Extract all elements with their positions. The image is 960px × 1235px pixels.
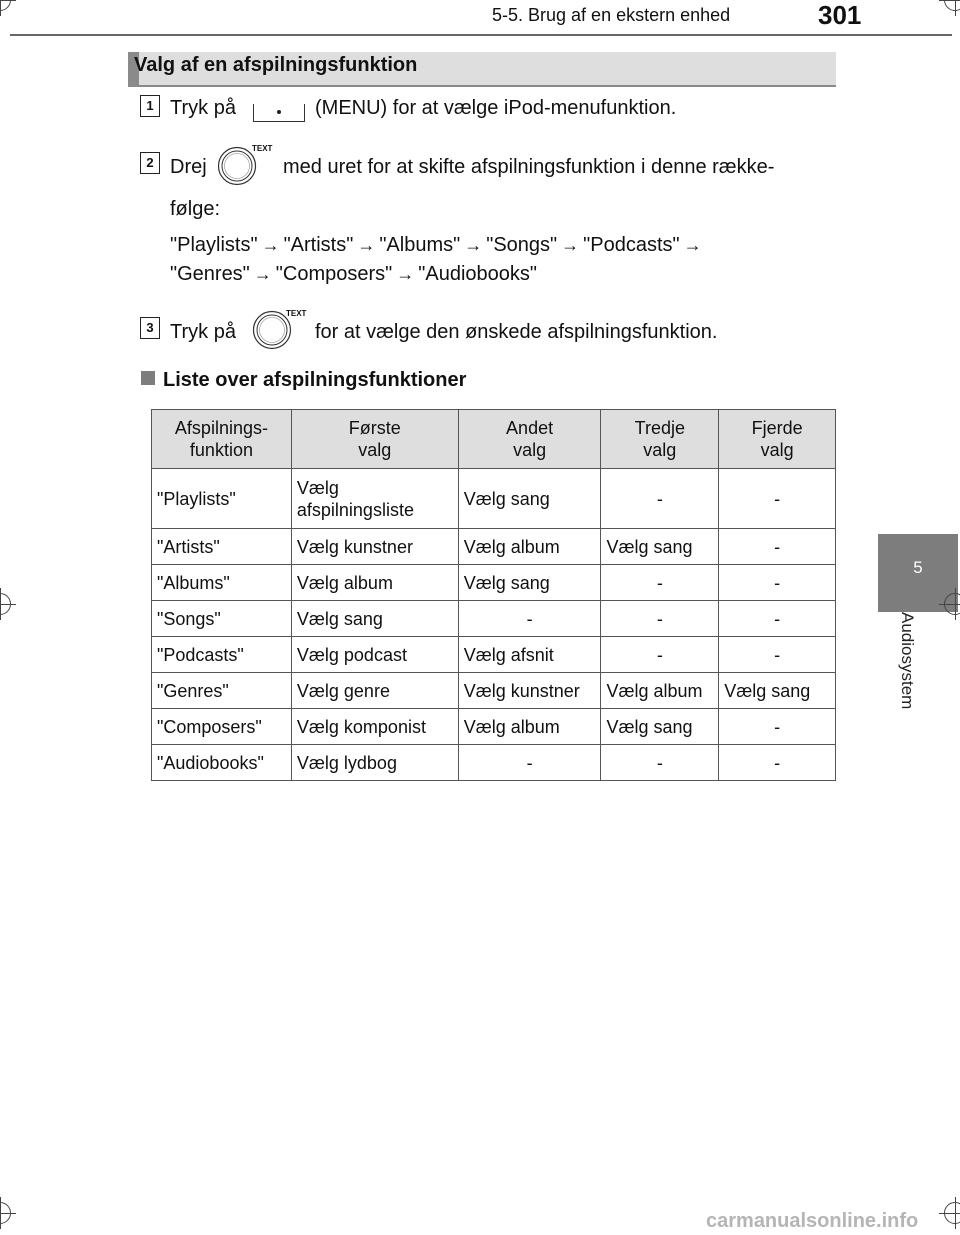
- col-header-fourth: Fjerde valg: [719, 410, 836, 469]
- cell-first: Vælg afspilningsliste: [291, 469, 458, 529]
- seq-audiobooks: "Audiobooks": [418, 263, 537, 285]
- arrow-icon: →: [357, 235, 376, 255]
- seq-genres: "Genres": [170, 263, 250, 285]
- cell-second: Vælg album: [458, 709, 601, 745]
- header-rule: [10, 34, 952, 36]
- cell-mode: "Playlists": [152, 469, 292, 529]
- arrow-icon: →: [261, 235, 280, 255]
- cell-third: Vælg sang: [601, 529, 719, 565]
- step-3-pre: Tryk på: [170, 321, 236, 343]
- cell-fourth: -: [719, 709, 836, 745]
- mode-sequence-line-1: [170, 234, 706, 257]
- section-heading-underline: [128, 85, 836, 87]
- cell-first: Vælg sang: [291, 601, 458, 637]
- cell-fourth: -: [719, 637, 836, 673]
- arrow-icon: →: [396, 264, 415, 284]
- cell-second: Vælg sang: [458, 469, 601, 529]
- table-row: [152, 709, 836, 745]
- step-1-pre: Tryk på: [170, 97, 236, 119]
- cell-third: -: [601, 601, 719, 637]
- section-heading: Valg af en afspilningsfunktion: [134, 54, 418, 76]
- seq-podcasts: "Podcasts": [583, 234, 680, 256]
- seq-songs: "Songs": [486, 234, 558, 256]
- chapter-label: Audiosystem: [898, 612, 917, 710]
- arrow-icon: →: [464, 235, 483, 255]
- play-mode-table: [151, 409, 836, 781]
- table-row: [152, 637, 836, 673]
- registration-mark-icon: [944, 0, 960, 11]
- col-header-third: Tredje valg: [601, 410, 719, 469]
- subheading-text: Liste over afspilningsfunktioner: [163, 369, 467, 391]
- cell-mode: "Songs": [152, 601, 292, 637]
- page-number: 301: [818, 0, 862, 30]
- cell-first: Vælg podcast: [291, 637, 458, 673]
- cell-first: Vælg genre: [291, 673, 458, 709]
- cell-second: Vælg album: [458, 529, 601, 565]
- seq-composers: "Composers": [275, 263, 393, 285]
- cell-third: -: [601, 565, 719, 601]
- cell-second: Vælg kunstner: [458, 673, 601, 709]
- cell-mode: "Podcasts": [152, 637, 292, 673]
- step-badge-2: 2: [140, 152, 160, 174]
- cell-mode: "Artists": [152, 529, 292, 565]
- cell-first: Vælg album: [291, 565, 458, 601]
- cell-fourth: -: [719, 565, 836, 601]
- arrow-icon: →: [253, 264, 272, 284]
- step-3-post: for at vælge den ønskede afspilningsfunktion.: [315, 321, 718, 343]
- arrow-icon: →: [561, 235, 580, 255]
- table-row: [152, 745, 836, 781]
- cell-fourth: -: [719, 745, 836, 781]
- table-row: [152, 469, 836, 529]
- cell-fourth: -: [719, 469, 836, 529]
- cell-second: -: [458, 745, 601, 781]
- seq-albums: "Albums": [379, 234, 461, 256]
- cell-mode: "Composers": [152, 709, 292, 745]
- cell-fourth: -: [719, 601, 836, 637]
- cell-mode: "Audiobooks": [152, 745, 292, 781]
- registration-mark-icon: [944, 593, 960, 615]
- knob-text-label: TEXT: [286, 309, 307, 318]
- col-header-mode: Afspilnings- funktion: [152, 410, 292, 469]
- cell-third: -: [601, 469, 719, 529]
- step-1-post: (MENU) for at vælge iPod-menufunktion.: [315, 97, 677, 119]
- cell-fourth: -: [719, 529, 836, 565]
- cell-second: Vælg afsnit: [458, 637, 601, 673]
- seq-artists: "Artists": [283, 234, 354, 256]
- chapter-number: 5: [913, 558, 923, 577]
- registration-mark-icon: [0, 593, 11, 615]
- cell-first: Vælg komponist: [291, 709, 458, 745]
- subheading: [141, 369, 466, 392]
- square-bullet-icon: [141, 371, 155, 385]
- cell-third: Vælg sang: [601, 709, 719, 745]
- cell-first: Vælg kunstner: [291, 529, 458, 565]
- col-header-second: Andet valg: [458, 410, 601, 469]
- cell-fourth: Vælg sang: [719, 673, 836, 709]
- cell-first: Vælg lydbog: [291, 745, 458, 781]
- step-2-post: med uret for at skifte afspilningsfunktion i denne række-: [283, 156, 775, 178]
- col-header-first: Første valg: [291, 410, 458, 469]
- registration-mark-icon: [944, 1202, 960, 1224]
- seq-playlists: "Playlists": [170, 234, 258, 256]
- cell-second: -: [458, 601, 601, 637]
- step-badge-3: 3: [140, 317, 160, 339]
- running-header: 5-5. Brug af en ekstern enhed: [492, 5, 731, 25]
- table-row: [152, 601, 836, 637]
- table-row: [152, 529, 836, 565]
- menu-button-icon: [253, 104, 305, 122]
- knob-text-label: TEXT: [252, 144, 273, 153]
- arrow-icon: →: [683, 235, 702, 255]
- step-2-line2: følge:: [170, 198, 221, 220]
- registration-mark-icon: [0, 0, 11, 11]
- step-2-pre: Drej: [170, 156, 207, 178]
- mode-sequence-line-2: [170, 263, 537, 286]
- footer-watermark: carmanualsonline.info: [706, 1210, 919, 1232]
- cell-mode: "Genres": [152, 673, 292, 709]
- cell-third: -: [601, 637, 719, 673]
- registration-mark-icon: [0, 1202, 11, 1224]
- cell-mode: "Albums": [152, 565, 292, 601]
- table-header-row: [152, 410, 836, 469]
- cell-third: -: [601, 745, 719, 781]
- cell-second: Vælg sang: [458, 565, 601, 601]
- tune-knob-icon: [217, 146, 257, 186]
- cell-third: Vælg album: [601, 673, 719, 709]
- table-row: [152, 673, 836, 709]
- step-badge-1: 1: [140, 95, 160, 117]
- table-row: [152, 565, 836, 601]
